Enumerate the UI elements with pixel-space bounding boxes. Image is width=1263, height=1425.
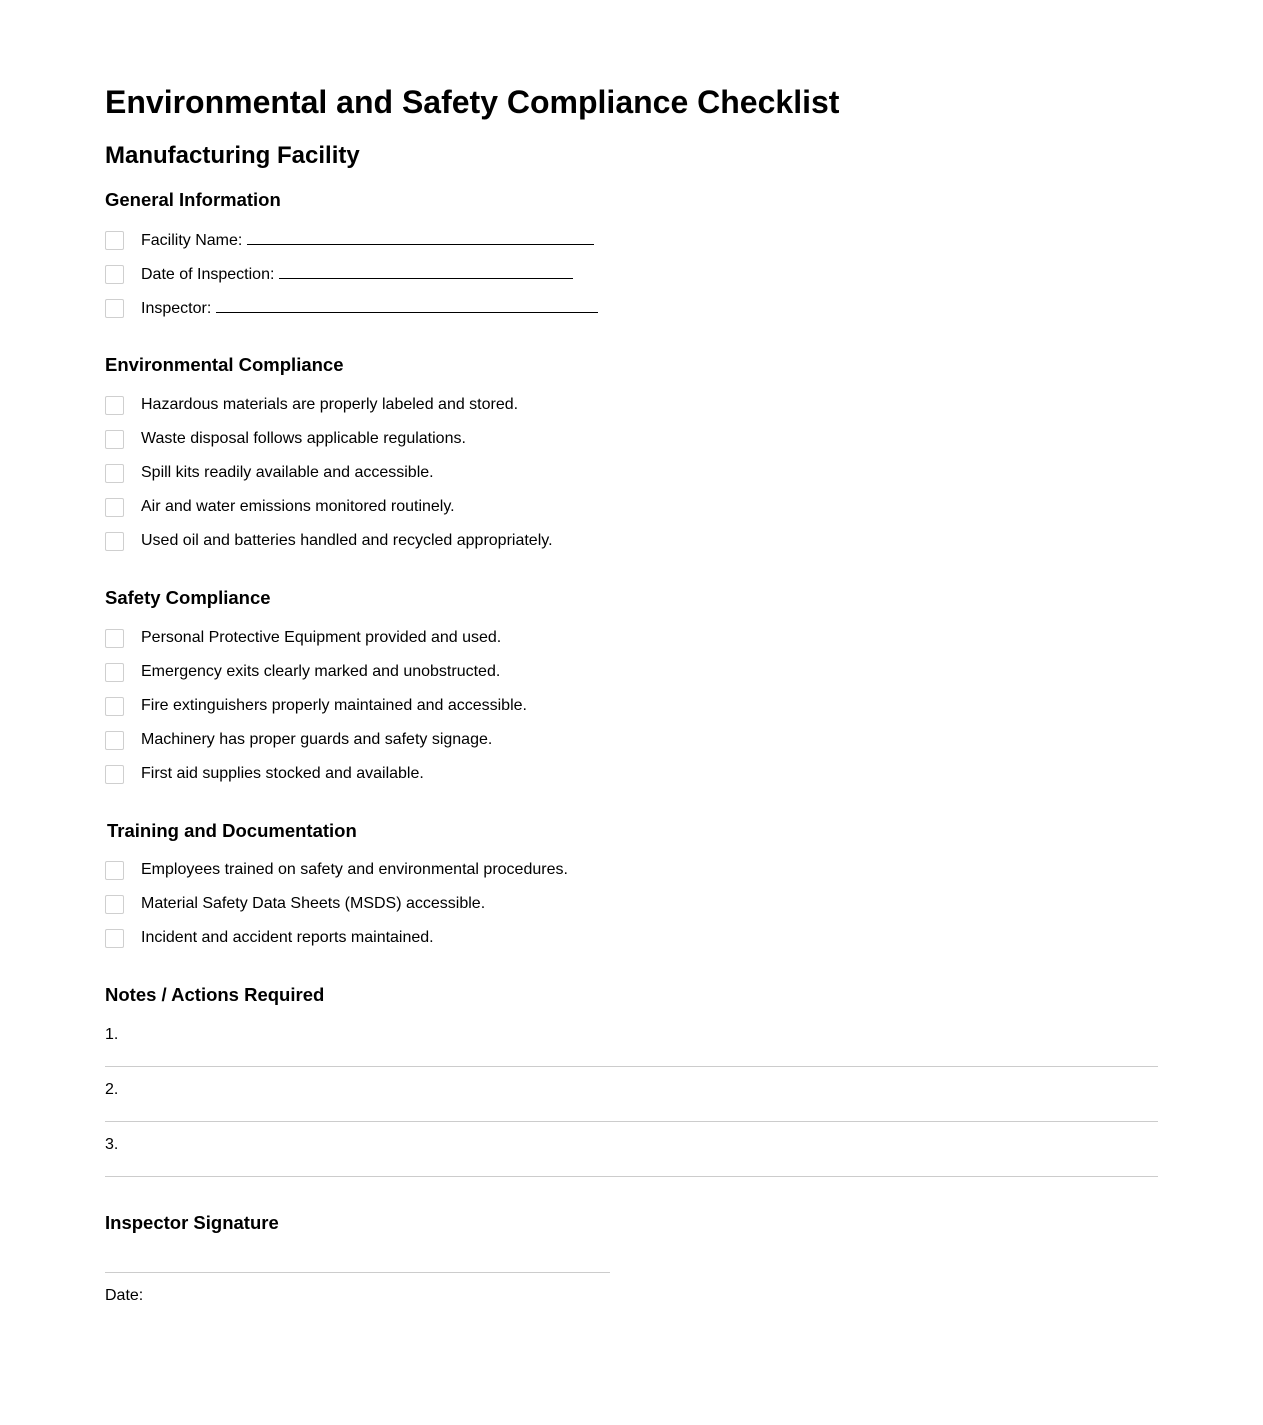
checklist-item [105, 763, 424, 785]
note-number: 1. [105, 1026, 119, 1043]
ppe-checkbox[interactable] [105, 629, 124, 648]
signature-date-label: Date: [105, 1287, 144, 1300]
checklist-item-facility-name [105, 229, 594, 251]
checklist-item-label: Machinery has proper guards and safety signage. [141, 731, 493, 748]
checklist-item [105, 496, 455, 518]
facility-name-label: Facility Name: [141, 232, 243, 249]
section-heading-training-documentation: Training and Documentation [107, 820, 357, 841]
date-of-inspection-label: Date of Inspection: [141, 266, 275, 283]
machinery-guards-checkbox[interactable] [105, 731, 124, 750]
checklist-item-label: Spill kits readily available and accessible. [141, 464, 434, 481]
facility-name-checkbox[interactable] [105, 231, 124, 250]
checklist-item-label: Employees trained on safety and environmental procedures. [141, 861, 568, 878]
note-line-1[interactable] [105, 1066, 1158, 1067]
hazardous-materials-checkbox[interactable] [105, 396, 124, 415]
incident-reports-checkbox[interactable] [105, 929, 124, 948]
checklist-item [105, 428, 466, 450]
inspector-label: Inspector: [141, 300, 212, 317]
checklist-item-date-of-inspection [105, 263, 573, 285]
checklist-item-label: Personal Protective Equipment provided and used. [141, 629, 502, 646]
checklist-item [105, 729, 492, 751]
checklist-item-label: Air and water emissions monitored routinely. [141, 498, 455, 515]
first-aid-checkbox[interactable] [105, 765, 124, 784]
inspector-field[interactable] [216, 297, 598, 313]
checklist-item-label: Waste disposal follows applicable regulations. [141, 430, 466, 447]
signature-line[interactable] [105, 1272, 610, 1273]
checklist-item [105, 530, 553, 552]
checklist-item-label: Incident and accident reports maintained. [141, 929, 434, 946]
checklist-item-inspector [105, 297, 598, 319]
date-of-inspection-checkbox[interactable] [105, 265, 124, 284]
checklist-item [105, 859, 568, 881]
msds-checkbox[interactable] [105, 895, 124, 914]
spill-kits-checkbox[interactable] [105, 464, 124, 483]
checklist-item-label: Hazardous materials are properly labeled and stored. [141, 396, 519, 413]
checklist-item [105, 661, 500, 683]
inspector-checkbox[interactable] [105, 299, 124, 318]
checklist-item [105, 927, 434, 949]
checklist-item [105, 695, 527, 717]
checklist-item-label: Used oil and batteries handled and recycled appropriately. [141, 532, 553, 549]
emissions-monitoring-checkbox[interactable] [105, 498, 124, 517]
checklist-item [105, 394, 518, 416]
note-number: 2. [105, 1081, 119, 1098]
date-of-inspection-field[interactable] [279, 263, 573, 279]
facility-name-field[interactable] [247, 229, 594, 245]
section-heading-safety-compliance: Safety Compliance [105, 587, 271, 608]
checklist-item-label: First aid supplies stocked and available. [141, 765, 424, 782]
note-number: 3. [105, 1136, 119, 1153]
fire-extinguishers-checkbox[interactable] [105, 697, 124, 716]
emergency-exits-checkbox[interactable] [105, 663, 124, 682]
page-title: Environmental and Safety Compliance Checklist [105, 84, 840, 120]
section-heading-notes-actions: Notes / Actions Required [105, 984, 325, 1005]
section-heading-general-information: General Information [105, 189, 281, 210]
checklist-item-label: Fire extinguishers properly maintained and accessible. [141, 697, 527, 714]
note-line-3[interactable] [105, 1176, 1158, 1177]
waste-disposal-checkbox[interactable] [105, 430, 124, 449]
checklist-item-label: Emergency exits clearly marked and unobstructed. [141, 663, 501, 680]
checklist-item [105, 627, 501, 649]
checklist-item [105, 462, 434, 484]
checklist-item-label: Material Safety Data Sheets (MSDS) accessible. [141, 895, 486, 912]
checklist-item [105, 893, 485, 915]
oil-batteries-recycling-checkbox[interactable] [105, 532, 124, 551]
page-subtitle: Manufacturing Facility [105, 142, 360, 169]
section-heading-inspector-signature: Inspector Signature [105, 1212, 279, 1233]
employee-training-checkbox[interactable] [105, 861, 124, 880]
note-line-2[interactable] [105, 1121, 1158, 1122]
section-heading-environmental-compliance: Environmental Compliance [105, 354, 344, 375]
